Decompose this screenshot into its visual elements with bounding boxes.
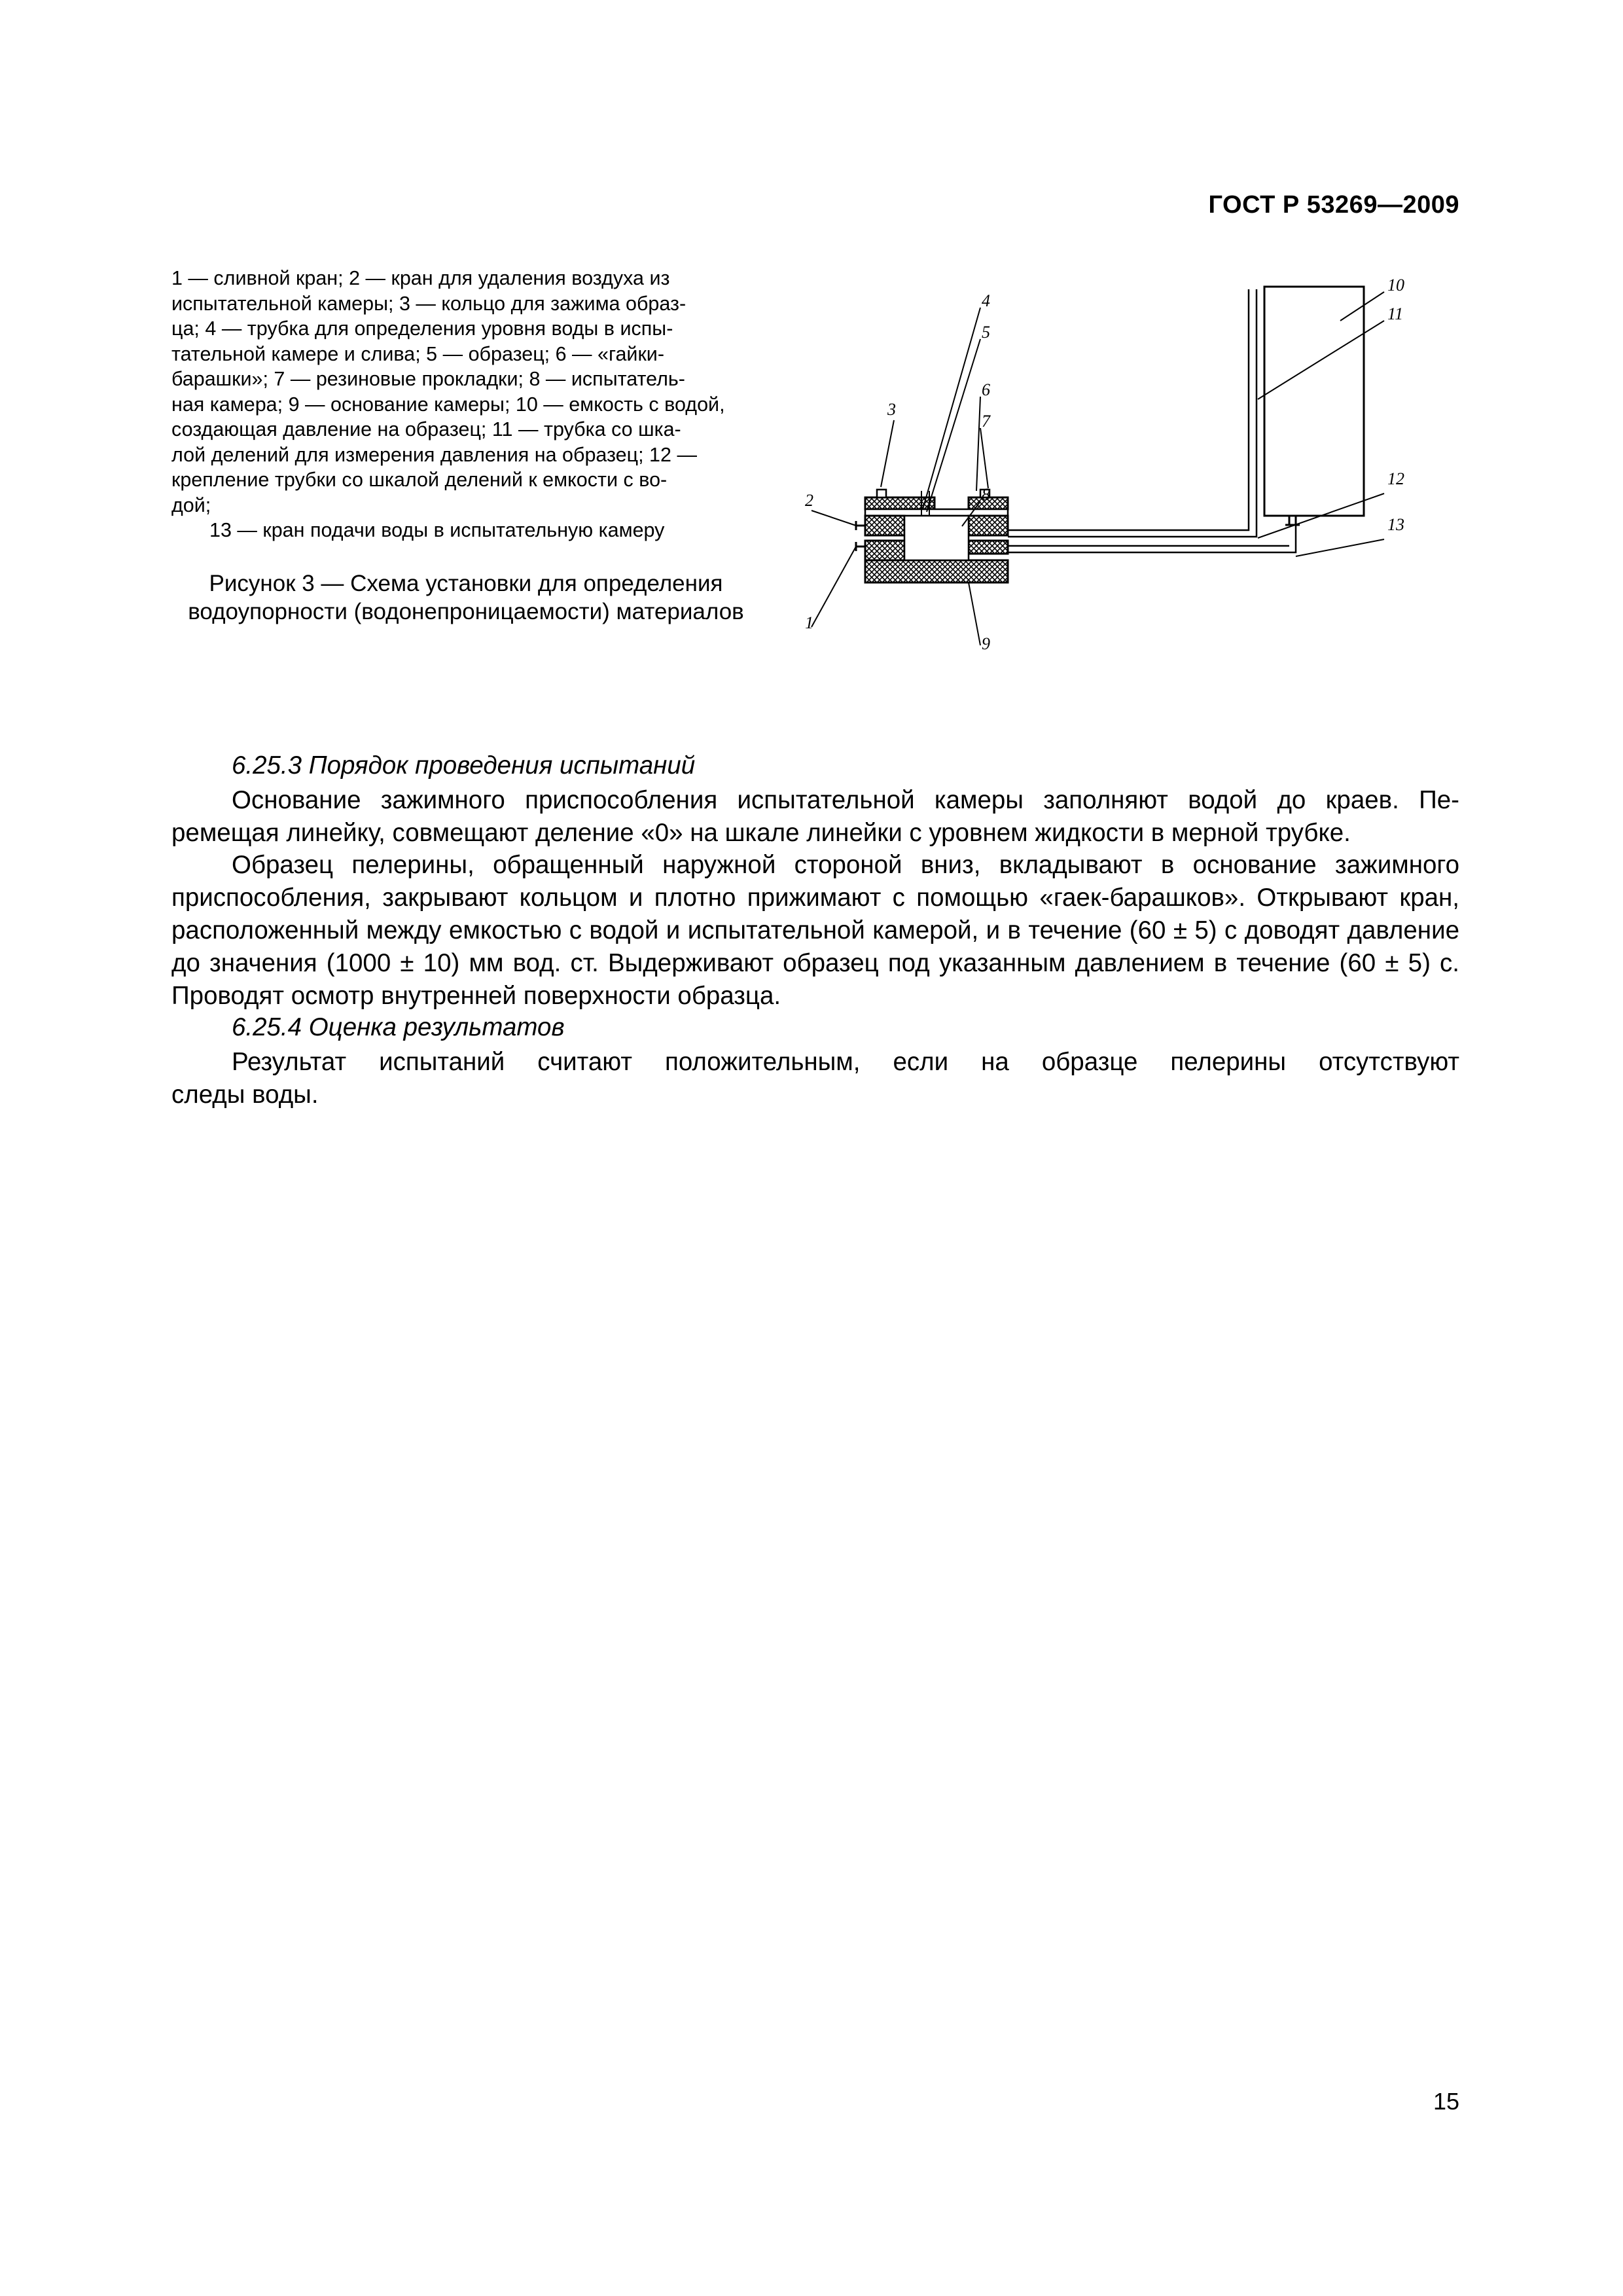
callout-5: 5 bbox=[982, 323, 990, 342]
wing-nut-left bbox=[877, 490, 886, 497]
callout-6: 6 bbox=[982, 380, 990, 399]
water-container bbox=[1264, 287, 1364, 516]
paragraph-first-line: Образец пелерины, обращенный наружной стороной вниз, вкладывают в основание зажимного bbox=[232, 851, 1459, 879]
page-number: 15 bbox=[1433, 2088, 1459, 2115]
callout-7: 7 bbox=[982, 412, 990, 431]
paragraph-first-line: Основание зажимного приспособления испытательной камеры заполняют водой до краев. Пе- bbox=[232, 786, 1459, 814]
legend-line: дой; bbox=[171, 493, 211, 516]
legend-line: тательной камере и слива; 5 — образец; 6 — «гайки- bbox=[171, 342, 664, 365]
callout-10: 10 bbox=[1387, 276, 1404, 295]
paragraph-first-line: Результат испытаний считают положительным, если на образце пелерины отсутствуют bbox=[232, 1048, 1459, 1076]
figure-caption: Рисунок 3 — Схема установки для определения водоупорности (водонепроницаемости) материалов bbox=[188, 571, 744, 624]
base-left bbox=[865, 541, 904, 560]
apparatus-diagram-svg bbox=[772, 268, 1466, 674]
legend-line: 1 — сливной кран; 2 — кран для удаления воздуха из bbox=[171, 267, 670, 289]
callout-8: 8 bbox=[982, 485, 990, 504]
paragraph-continuation: приспособления, закрывают кольцом и плотно прижимают с помощью «гаек-барашков». Открывают кран, расположенный между емкостью с водой и испытательной камерой, и в течение (60 ± 5) с доводят давление до значения (1000 ± 10) мм вод. ст. Выдерживают образец под указанным давлением в течение (60 ± 5) с. Проводят осмотр внутренней поверхности образца. bbox=[171, 884, 1459, 1010]
callout-9: 9 bbox=[982, 634, 990, 653]
gasket-left bbox=[865, 516, 904, 535]
callout-4: 4 bbox=[982, 291, 990, 310]
callout-11: 11 bbox=[1387, 304, 1404, 323]
document-header: ГОСТ Р 53269—2009 bbox=[1208, 191, 1459, 219]
gasket-right bbox=[969, 516, 1008, 535]
legend-line: ца; 4 — трубка для определения уровня воды в испы- bbox=[171, 317, 673, 340]
callout-1: 1 bbox=[805, 613, 813, 632]
callout-2: 2 bbox=[805, 491, 813, 510]
legend-line: ная камера; 9 — основание камеры; 10 — емкость с водой, bbox=[171, 393, 725, 416]
callout-13: 13 bbox=[1387, 515, 1404, 534]
legend-line: крепление трубки со шкалой делений к емкости с во- bbox=[171, 469, 668, 491]
paragraph-continuation: следы воды. bbox=[171, 1081, 319, 1109]
drain-tap bbox=[856, 542, 865, 551]
legend-line: барашки»; 7 — резиновые прокладки; 8 — испытатель- bbox=[171, 368, 685, 390]
legend-line: испытательной камеры; 3 — кольцо для зажима образ- bbox=[171, 292, 687, 315]
paragraph-continuation: ремещая линейку, совмещают деление «0» на шкале линейки с уровнем жидкости в мерной трубке. bbox=[171, 819, 1351, 847]
section-heading: 6.25.3 Порядок проведения испытаний bbox=[232, 751, 696, 780]
figure-legend bbox=[171, 266, 747, 543]
callout-12: 12 bbox=[1387, 469, 1404, 488]
chamber-cavity bbox=[904, 516, 969, 560]
legend-line: создающая давление на образец; 11 — трубка со шка- bbox=[171, 418, 681, 440]
air-release-tap bbox=[856, 521, 865, 530]
apparatus-diagram bbox=[772, 268, 1466, 674]
legend-line: лой делений для измерения давления на образец; 12 — bbox=[171, 443, 697, 466]
pipework bbox=[1008, 289, 1296, 552]
legend-line: 13 — кран подачи воды в испытательную камеру bbox=[209, 519, 665, 541]
chamber-base bbox=[865, 560, 1008, 583]
callout-3: 3 bbox=[887, 400, 896, 419]
section-heading: 6.25.4 Оценка результатов bbox=[232, 1013, 565, 1041]
base-right bbox=[969, 541, 1008, 554]
